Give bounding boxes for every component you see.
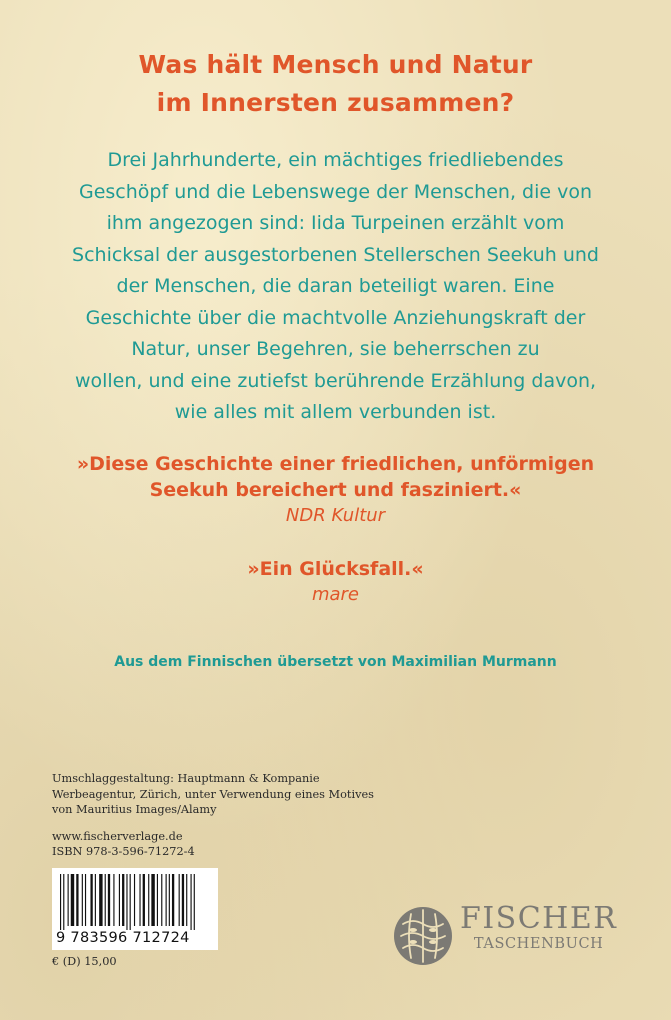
blurb-line: wie alles mit allem verbunden ist.: [174, 401, 497, 423]
barcode-bar: [90, 874, 92, 926]
headline-line-1: Was hält Mensch und Natur: [138, 50, 533, 79]
barcode-bar: [108, 874, 110, 926]
blurb-line: ihm angezogen sind: Iida Turpeinen erzählt vom: [106, 212, 565, 234]
blurb-line: der Menschen, die daran beteiligt waren. Eine: [116, 275, 555, 297]
barcode-bar: [68, 874, 69, 926]
quote-line: »Ein Glücksfall.«: [247, 558, 424, 580]
barcode-bar: [95, 874, 96, 926]
publisher-imprint: TASCHENBUCH: [473, 936, 604, 952]
credit-line: Werbeagentur, Zürich, unter Verwendung eines Motives: [52, 787, 374, 801]
barcode-bar: [122, 874, 124, 926]
barcode-bar: [157, 874, 158, 926]
barcode-bar: [134, 874, 135, 926]
barcode-bar: [85, 874, 86, 926]
credit-line: von Mauritius Images/Alamy: [52, 803, 217, 816]
headline: [0, 46, 671, 122]
translator-credit: Aus dem Finnischen übersetzt von Maximilian Murmann: [114, 654, 557, 670]
review-quote-ndr: [0, 451, 671, 529]
blurb-line: Schicksal der ausgestorbenen Stellerschen Seekuh und: [72, 243, 599, 266]
barcode-bar: [194, 874, 195, 930]
barcode-bar: [82, 874, 83, 926]
blurb-line: Geschichte über die machtvolle Anziehungskraft der: [85, 306, 586, 329]
blurb-line: Drei Jahrhunderte, ein mächtiges friedliebendes: [107, 149, 564, 171]
barcode: [52, 868, 218, 950]
barcode-bar: [166, 874, 167, 926]
barcode-bar: [179, 874, 180, 926]
barcode-bar: [143, 874, 145, 926]
blurb-line: Natur, unser Begehren, sie beherrschen zu: [131, 338, 540, 360]
barcode-bar: [172, 874, 174, 926]
blurb-line: wollen, und eine zutiefst berührende Erzählung davon,: [74, 369, 597, 392]
barcode-bar: [113, 874, 114, 926]
cover-credits: [52, 771, 374, 860]
barcode-bar: [71, 874, 74, 926]
quote-line: Seekuh bereichert und fasziniert.«: [149, 479, 522, 501]
fish-emblem-icon: [393, 906, 453, 966]
quote-source: mare: [311, 584, 360, 605]
barcode-bar: [130, 874, 131, 930]
barcode-bar: [63, 874, 64, 930]
barcode-bar: [126, 874, 127, 930]
barcode-bar: [186, 874, 187, 926]
barcode-bar: [119, 874, 120, 926]
isbn-text: ISBN 978-3-596-71272-4: [52, 845, 195, 858]
publisher-website: www.fischerverlage.de: [52, 829, 183, 843]
blurb-line: Geschöpf und die Lebenswege der Menschen, die von: [78, 180, 593, 203]
blurb-text: [40, 145, 631, 429]
credit-line: Umschlaggestaltung: Hauptmann & Kompanie: [52, 772, 320, 785]
publisher-logo: [460, 902, 617, 953]
barcode-bar: [139, 874, 140, 926]
barcode-bar: [161, 874, 162, 926]
barcode-bar: [148, 874, 149, 926]
barcode-bar: [151, 874, 154, 926]
price-label: € (D) 15,00: [52, 955, 117, 968]
barcode-bar: [105, 874, 106, 926]
barcode-bar: [191, 874, 192, 930]
barcode-bar: [182, 874, 184, 926]
quote-line: »Diese Geschichte einer friedlichen, unförmigen: [76, 453, 595, 475]
barcode-bar: [60, 874, 61, 930]
barcode-bars: [58, 874, 212, 930]
barcode-digits: 9 783596 712724: [56, 930, 190, 946]
quote-source: NDR Kultur: [285, 505, 386, 526]
review-quote-mare: [0, 556, 671, 608]
publisher-brand: FISCHER: [460, 901, 618, 936]
headline-line-2: im Innersten zusammen?: [156, 88, 515, 117]
barcode-bar: [76, 874, 78, 926]
barcode-bar: [99, 874, 102, 926]
barcode-bar: [169, 874, 170, 926]
